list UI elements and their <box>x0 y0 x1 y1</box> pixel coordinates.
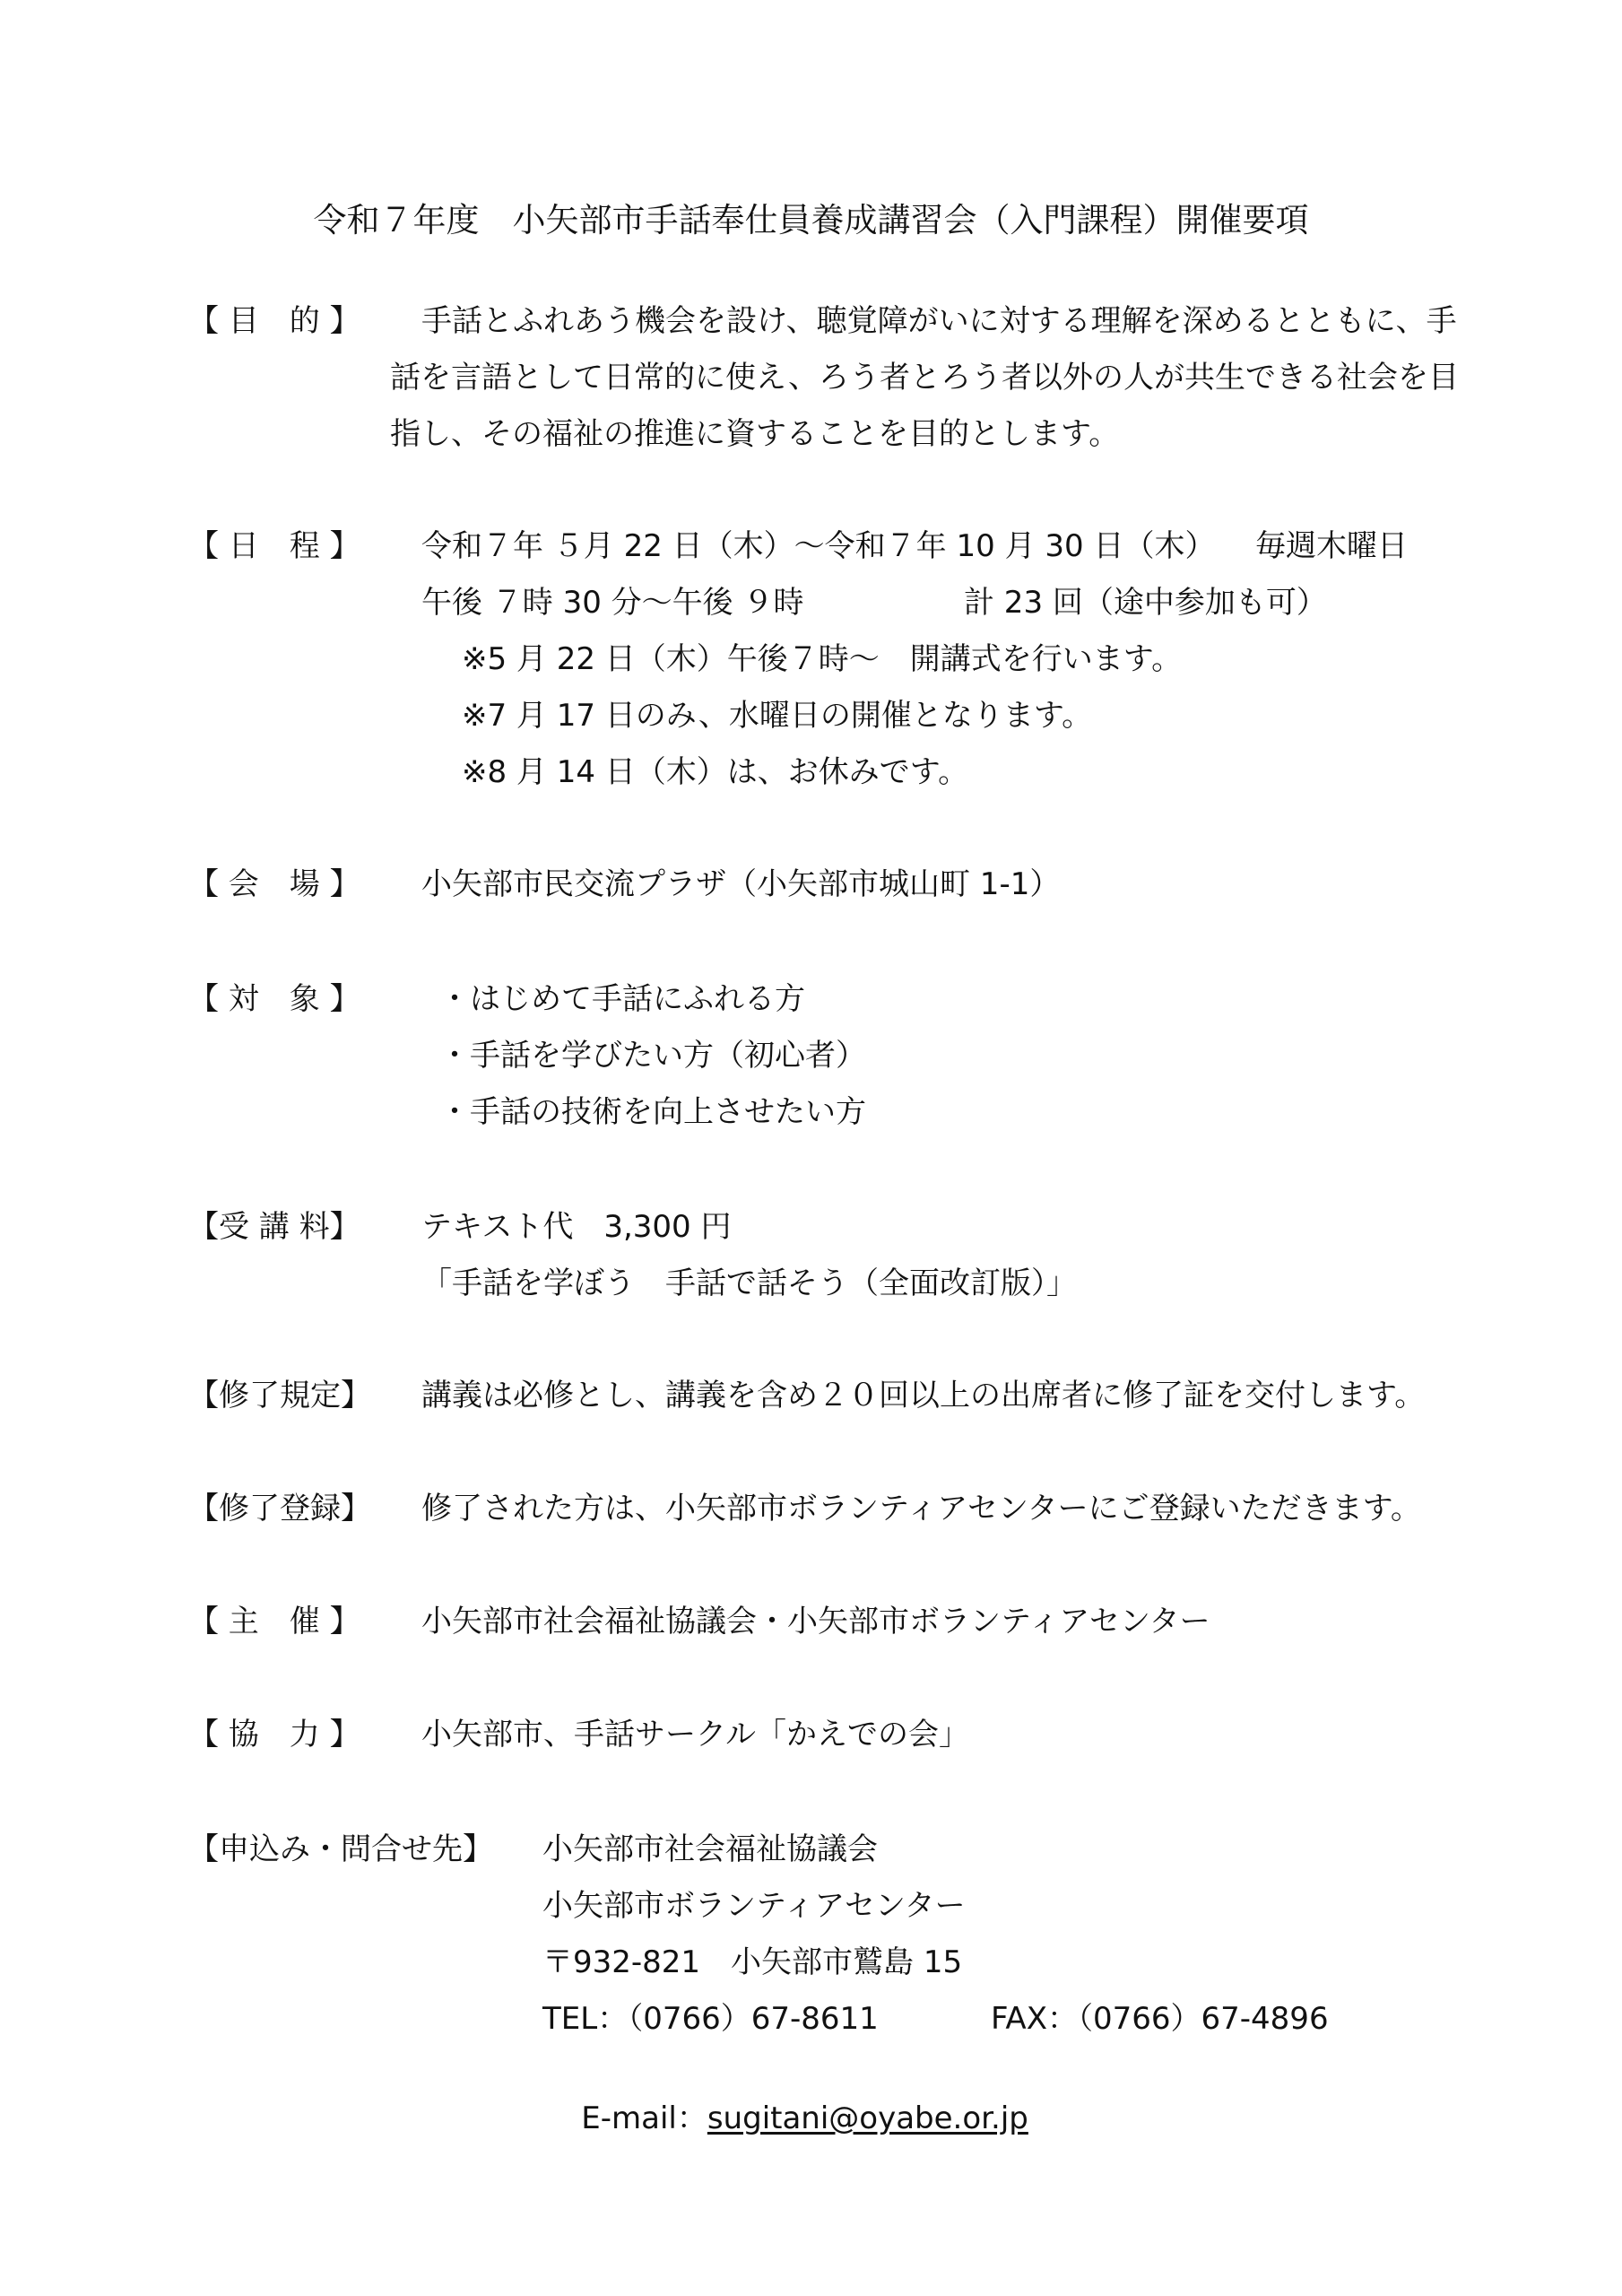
contact-tel: TEL：（0766）67-8611 <box>542 2001 879 2037</box>
organizer-label: 【 主 催 】 <box>188 1604 360 1639</box>
completion-registration-label: 【修了登録】 <box>188 1491 371 1526</box>
schedule-period: 令和７年 ５月 22 日（木）～令和７年 10 月 30 日（木） <box>421 528 1216 564</box>
organizer-text: 小矢部市社会福祉協議会・小矢部市ボランティアセンター <box>421 1604 1210 1639</box>
contact-org-2: 小矢部市ボランティアセンター <box>542 1888 966 1924</box>
contact-label: 【申込み・問合せ先】 <box>188 1831 493 1867</box>
schedule-note-3: ※8 月 14 日（木）は、お休みです。 <box>462 754 969 790</box>
target-item-2: ・手話を学びたい方（初心者） <box>439 1038 866 1074</box>
schedule-label: 【 日 程 】 <box>188 528 360 564</box>
purpose-line-3: 指し、その福祉の推進に資することを目的とします。 <box>390 416 1120 452</box>
fee-text: テキスト代 3,300 円 <box>421 1209 732 1245</box>
fee-book: 「手話を学ぼう 手話で話そう（全面改訂版）」 <box>421 1265 1077 1301</box>
target-label: 【 対 象 】 <box>188 981 360 1017</box>
contact-email-link[interactable]: sugitani@oyabe.or.jp <box>707 2100 1028 2136</box>
target-item-1: ・はじめて手話にふれる方 <box>439 981 805 1017</box>
completion-rule-label: 【修了規定】 <box>188 1378 371 1413</box>
schedule-weekday: 毎週木曜日 <box>1255 528 1408 564</box>
completion-registration-text: 修了された方は、小矢部市ボランティアセンターにご登録いただきます。 <box>421 1491 1421 1526</box>
purpose-label: 【 目 的 】 <box>188 303 360 339</box>
contact-fax: FAX：（0766）67-4896 <box>991 2001 1329 2037</box>
contact-email-row <box>542 2054 1028 2183</box>
cooperation-label: 【 協 力 】 <box>188 1717 360 1752</box>
fee-label: 【受 講 料】 <box>188 1209 360 1245</box>
schedule-note-2: ※7 月 17 日のみ、水曜日の開催となります。 <box>462 698 1093 734</box>
contact-email-label: E-mail： <box>581 2100 707 2136</box>
cooperation-text: 小矢部市、手話サークル「かえでの会」 <box>421 1717 969 1752</box>
document-title: 令和７年度 小矢部市手話奉仕員養成講習会（入門課程）開催要項 <box>313 201 1309 239</box>
purpose-line-2: 話を言語として日常的に使え、ろう者とろう者以外の人が共生できる社会を目 <box>390 360 1460 396</box>
completion-rule-text: 講義は必修とし、講義を含め２０回以上の出席者に修了証を交付します。 <box>421 1378 1426 1413</box>
venue-text: 小矢部市民交流プラザ（小矢部市城山町 1-1） <box>421 866 1061 902</box>
contact-address: 〒932-821 小矢部市鷲島 15 <box>542 1944 963 1980</box>
schedule-time: 午後 ７時 30 分～午後 ９時 <box>421 585 804 621</box>
target-item-3: ・手話の技術を向上させたい方 <box>439 1094 866 1130</box>
schedule-count: 計 23 回（途中参加も可） <box>964 585 1327 621</box>
purpose-line-1: 手話とふれあう機会を設け、聴覚障がいに対する理解を深めるとともに、手 <box>421 303 1457 339</box>
schedule-note-1: ※5 月 22 日（木）午後７時～ 開講式を行います。 <box>462 641 1183 677</box>
contact-org-1: 小矢部市社会福祉協議会 <box>542 1831 878 1867</box>
venue-label: 【 会 場 】 <box>188 866 360 902</box>
